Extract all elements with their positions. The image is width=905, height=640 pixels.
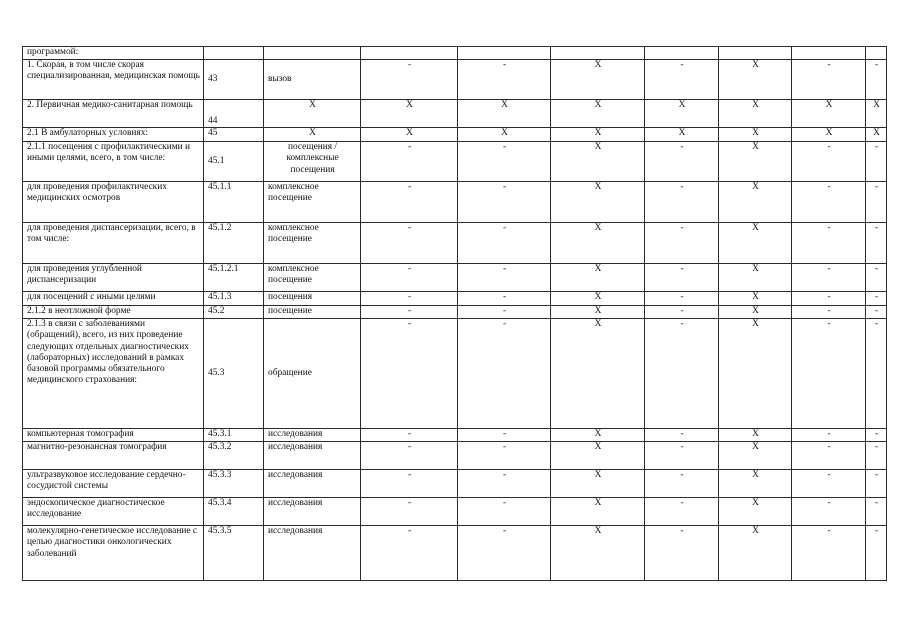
row-mark-cell: X (458, 128, 551, 142)
row-mark-cell: - (645, 182, 719, 223)
row-name-cell: ультразвуковое исследование сердечно-сосудистой системы (23, 470, 204, 498)
row-unit: посещения / комплексные посещения (286, 142, 339, 175)
row-name-cell: 2.1.1 посещения с профилактическими и иными целями, всего, в том числе: (23, 142, 204, 182)
row-code-cell (204, 429, 264, 442)
row-mark-cell: X (719, 498, 792, 526)
row-name-cell: 2.1 В амбулаторных условиях: (23, 128, 204, 142)
row-mark-cell: X (551, 60, 645, 100)
row-mark-cell: X (719, 100, 792, 128)
row-mark-cell: - (645, 223, 719, 264)
row-unit: вызов (268, 73, 292, 84)
row-name-cell: 1. Скорая, в том числе скорая специализированная, медицинская помощь (23, 60, 204, 100)
row-unit-cell (264, 100, 361, 128)
row-mark-cell: X (361, 100, 458, 128)
row-code-cell (204, 60, 264, 100)
row-name-cell: 2. Первичная медико-санитарная помощь (23, 100, 204, 128)
row-mark-cell: X (719, 142, 792, 182)
row-unit-cell (264, 319, 361, 429)
row-mark-cell: X (551, 470, 645, 498)
row-unit: X (309, 128, 316, 138)
row-mark-cell (458, 47, 551, 60)
row-code-cell (204, 128, 264, 142)
row-mark-cell: X (866, 128, 887, 142)
row-unit-cell (264, 429, 361, 442)
row-code: 45 (208, 128, 218, 138)
row-unit-cell (264, 142, 361, 182)
row-mark-cell: - (866, 470, 887, 498)
table-row (23, 128, 887, 142)
row-mark-cell: X (719, 182, 792, 223)
row-code-cell (204, 498, 264, 526)
row-mark-cell: X (551, 442, 645, 470)
row-code-cell (204, 442, 264, 470)
row-mark-cell: - (792, 319, 866, 429)
row-mark-cell: - (645, 470, 719, 498)
row-code-cell (204, 47, 264, 60)
row-unit: исследования (268, 470, 323, 480)
row-mark-cell: - (792, 142, 866, 182)
row-mark-cell: - (458, 292, 551, 306)
row-mark-cell: X (551, 319, 645, 429)
row-code-cell (204, 292, 264, 306)
table-row (23, 223, 887, 264)
row-mark-cell: - (792, 264, 866, 292)
row-mark-cell: X (551, 498, 645, 526)
row-mark-cell: - (792, 470, 866, 498)
row-name-cell: для посещений с иными целями (23, 292, 204, 306)
table-row (23, 292, 887, 306)
row-mark-cell: - (866, 306, 887, 319)
row-code-cell (204, 470, 264, 498)
row-mark-cell: - (458, 319, 551, 429)
row-code: 45.3.1 (208, 429, 232, 439)
row-mark-cell: - (792, 526, 866, 581)
row-mark-cell: - (866, 442, 887, 470)
row-mark-cell: - (645, 306, 719, 319)
row-mark-cell: - (866, 292, 887, 306)
row-mark-cell: - (361, 498, 458, 526)
row-mark-cell: X (719, 128, 792, 142)
row-unit-cell (264, 182, 361, 223)
row-mark-cell: X (719, 264, 792, 292)
row-code-cell (204, 264, 264, 292)
row-mark-cell: - (645, 264, 719, 292)
row-mark-cell: X (458, 100, 551, 128)
row-mark-cell: - (361, 60, 458, 100)
row-mark-cell: X (551, 306, 645, 319)
row-name-cell: эндоскопическое диагностическое исследование (23, 498, 204, 526)
row-name-cell: магнитно-резонансная томография (23, 442, 204, 470)
row-unit-cell (264, 292, 361, 306)
row-mark-cell: - (458, 60, 551, 100)
row-unit: X (309, 100, 316, 110)
row-mark-cell: - (792, 292, 866, 306)
row-mark-cell: X (551, 182, 645, 223)
row-mark-cell: X (719, 60, 792, 100)
row-code: 45.3.4 (208, 498, 232, 508)
row-mark-cell: - (361, 292, 458, 306)
row-mark-cell: - (361, 442, 458, 470)
row-unit: исследования (268, 442, 323, 452)
program-table (22, 46, 887, 581)
row-mark-cell: - (458, 429, 551, 442)
row-mark-cell: - (361, 182, 458, 223)
row-code: 45.3.3 (208, 470, 232, 480)
table-row (23, 182, 887, 223)
row-code: 45.2 (208, 306, 225, 316)
row-unit-cell (264, 442, 361, 470)
row-mark-cell: - (361, 429, 458, 442)
row-mark-cell: - (866, 319, 887, 429)
row-mark-cell: - (645, 429, 719, 442)
row-mark-cell: X (361, 128, 458, 142)
row-mark-cell: - (645, 142, 719, 182)
row-mark-cell: X (719, 319, 792, 429)
row-mark-cell: X (719, 526, 792, 581)
row-unit: комплексное посещение (268, 264, 319, 286)
row-mark-cell: - (792, 182, 866, 223)
row-mark-cell: X (719, 223, 792, 264)
row-unit-cell (264, 264, 361, 292)
row-unit: исследования (268, 498, 323, 508)
row-unit-cell (264, 498, 361, 526)
row-unit-cell (264, 60, 361, 100)
row-mark-cell: - (866, 526, 887, 581)
table-row (23, 100, 887, 128)
row-mark-cell: - (645, 442, 719, 470)
row-name-cell: 2.1.3 в связи с заболеваниями (обращений), всего, из них проведение следующих отдельных диагностических (лабораторных) исследований в рамках базовой программы обязательного медицинского страхования: (23, 319, 204, 429)
row-mark-cell: - (792, 223, 866, 264)
row-mark-cell: - (458, 223, 551, 264)
row-unit: исследования (268, 429, 323, 439)
row-code-cell (204, 142, 264, 182)
row-code-cell (204, 526, 264, 581)
row-unit-cell (264, 306, 361, 319)
row-mark-cell: - (361, 142, 458, 182)
row-mark-cell: - (361, 264, 458, 292)
row-mark-cell (551, 47, 645, 60)
row-mark-cell: - (792, 442, 866, 470)
row-mark-cell: - (458, 142, 551, 182)
row-code-cell (204, 223, 264, 264)
row-unit-cell (264, 128, 361, 142)
row-unit-cell (264, 47, 361, 60)
row-name-cell: программой: (23, 47, 204, 60)
row-unit: комплексное посещение (268, 182, 319, 204)
row-mark-cell: - (866, 429, 887, 442)
row-code: 45.3.5 (208, 526, 232, 536)
row-mark-cell: X (719, 306, 792, 319)
row-mark-cell: - (458, 182, 551, 223)
row-unit: посещение (268, 306, 312, 316)
row-name-cell: для проведения профилактических медицинских осмотров (23, 182, 204, 223)
row-mark-cell: X (719, 429, 792, 442)
row-mark-cell: - (361, 470, 458, 498)
row-mark-cell: - (361, 319, 458, 429)
row-code: 44 (208, 115, 218, 126)
row-name-cell: молекулярно-генетическое исследование с целью диагностики онкологических заболеваний (23, 526, 204, 581)
row-mark-cell: X (866, 100, 887, 128)
row-mark-cell: - (645, 60, 719, 100)
row-mark-cell: X (551, 128, 645, 142)
row-mark-cell (645, 47, 719, 60)
table-row (23, 60, 887, 100)
table-row (23, 470, 887, 498)
row-mark-cell: X (551, 264, 645, 292)
row-mark-cell: - (792, 498, 866, 526)
row-mark-cell: - (866, 60, 887, 100)
row-unit-cell (264, 470, 361, 498)
row-mark-cell: X (551, 429, 645, 442)
row-mark-cell: - (792, 60, 866, 100)
row-code: 45.3 (208, 367, 225, 378)
row-mark-cell: - (361, 223, 458, 264)
row-mark-cell (361, 47, 458, 60)
table-row (23, 264, 887, 292)
table-row (23, 47, 887, 60)
row-code: 45.1 (208, 155, 225, 166)
table-row (23, 142, 887, 182)
row-mark-cell: - (361, 306, 458, 319)
row-code: 45.1.2 (208, 223, 232, 233)
row-code: 45.1.3 (208, 292, 232, 302)
row-name-cell: для проведения диспансеризации, всего, в том числе: (23, 223, 204, 264)
row-mark-cell: - (866, 498, 887, 526)
row-mark-cell: X (551, 142, 645, 182)
row-mark-cell: - (458, 264, 551, 292)
row-code: 45.3.2 (208, 442, 232, 452)
row-mark-cell: X (719, 470, 792, 498)
table-row (23, 429, 887, 442)
row-mark-cell: X (719, 292, 792, 306)
row-code: 45.1.2.1 (208, 264, 239, 274)
row-mark-cell: X (645, 100, 719, 128)
row-code-cell (204, 319, 264, 429)
table-row (23, 442, 887, 470)
table-row (23, 526, 887, 581)
row-name-cell: для проведения углубленной диспансеризации (23, 264, 204, 292)
row-mark-cell: - (866, 142, 887, 182)
row-mark-cell: - (458, 498, 551, 526)
row-mark-cell (792, 47, 866, 60)
row-mark-cell (866, 47, 887, 60)
row-unit: исследования (268, 526, 323, 536)
row-unit-cell (264, 526, 361, 581)
row-code-cell (204, 100, 264, 128)
row-mark-cell: X (551, 526, 645, 581)
row-mark-cell: X (551, 100, 645, 128)
row-mark-cell: X (551, 223, 645, 264)
row-unit-cell (264, 223, 361, 264)
row-name-cell: компьютерная томография (23, 429, 204, 442)
row-mark-cell: - (645, 292, 719, 306)
row-mark-cell: - (458, 442, 551, 470)
table-row (23, 306, 887, 319)
row-code-cell (204, 182, 264, 223)
row-mark-cell: - (645, 526, 719, 581)
row-mark-cell: X (551, 292, 645, 306)
row-unit: посещения (268, 292, 313, 302)
table-row (23, 498, 887, 526)
row-unit: комплексное посещение (268, 223, 319, 245)
row-mark-cell: - (458, 306, 551, 319)
row-mark-cell: X (792, 128, 866, 142)
row-name-cell: 2.1.2 в неотложной форме (23, 306, 204, 319)
row-mark-cell: - (866, 182, 887, 223)
row-mark-cell: - (458, 526, 551, 581)
row-mark-cell: - (645, 319, 719, 429)
table-row (23, 319, 887, 429)
row-mark-cell: - (792, 429, 866, 442)
row-code-cell (204, 306, 264, 319)
row-mark-cell: X (645, 128, 719, 142)
row-mark-cell: - (792, 306, 866, 319)
row-mark-cell: - (645, 498, 719, 526)
table-body (23, 47, 887, 581)
row-mark-cell: - (361, 526, 458, 581)
document-page (22, 46, 886, 581)
row-mark-cell (719, 47, 792, 60)
row-mark-cell: X (719, 442, 792, 470)
row-mark-cell: X (792, 100, 866, 128)
row-mark-cell: - (866, 223, 887, 264)
row-mark-cell: - (458, 470, 551, 498)
row-code: 43 (208, 73, 218, 84)
row-unit: обращение (268, 367, 312, 378)
row-code: 45.1.1 (208, 182, 232, 192)
row-mark-cell: - (866, 264, 887, 292)
